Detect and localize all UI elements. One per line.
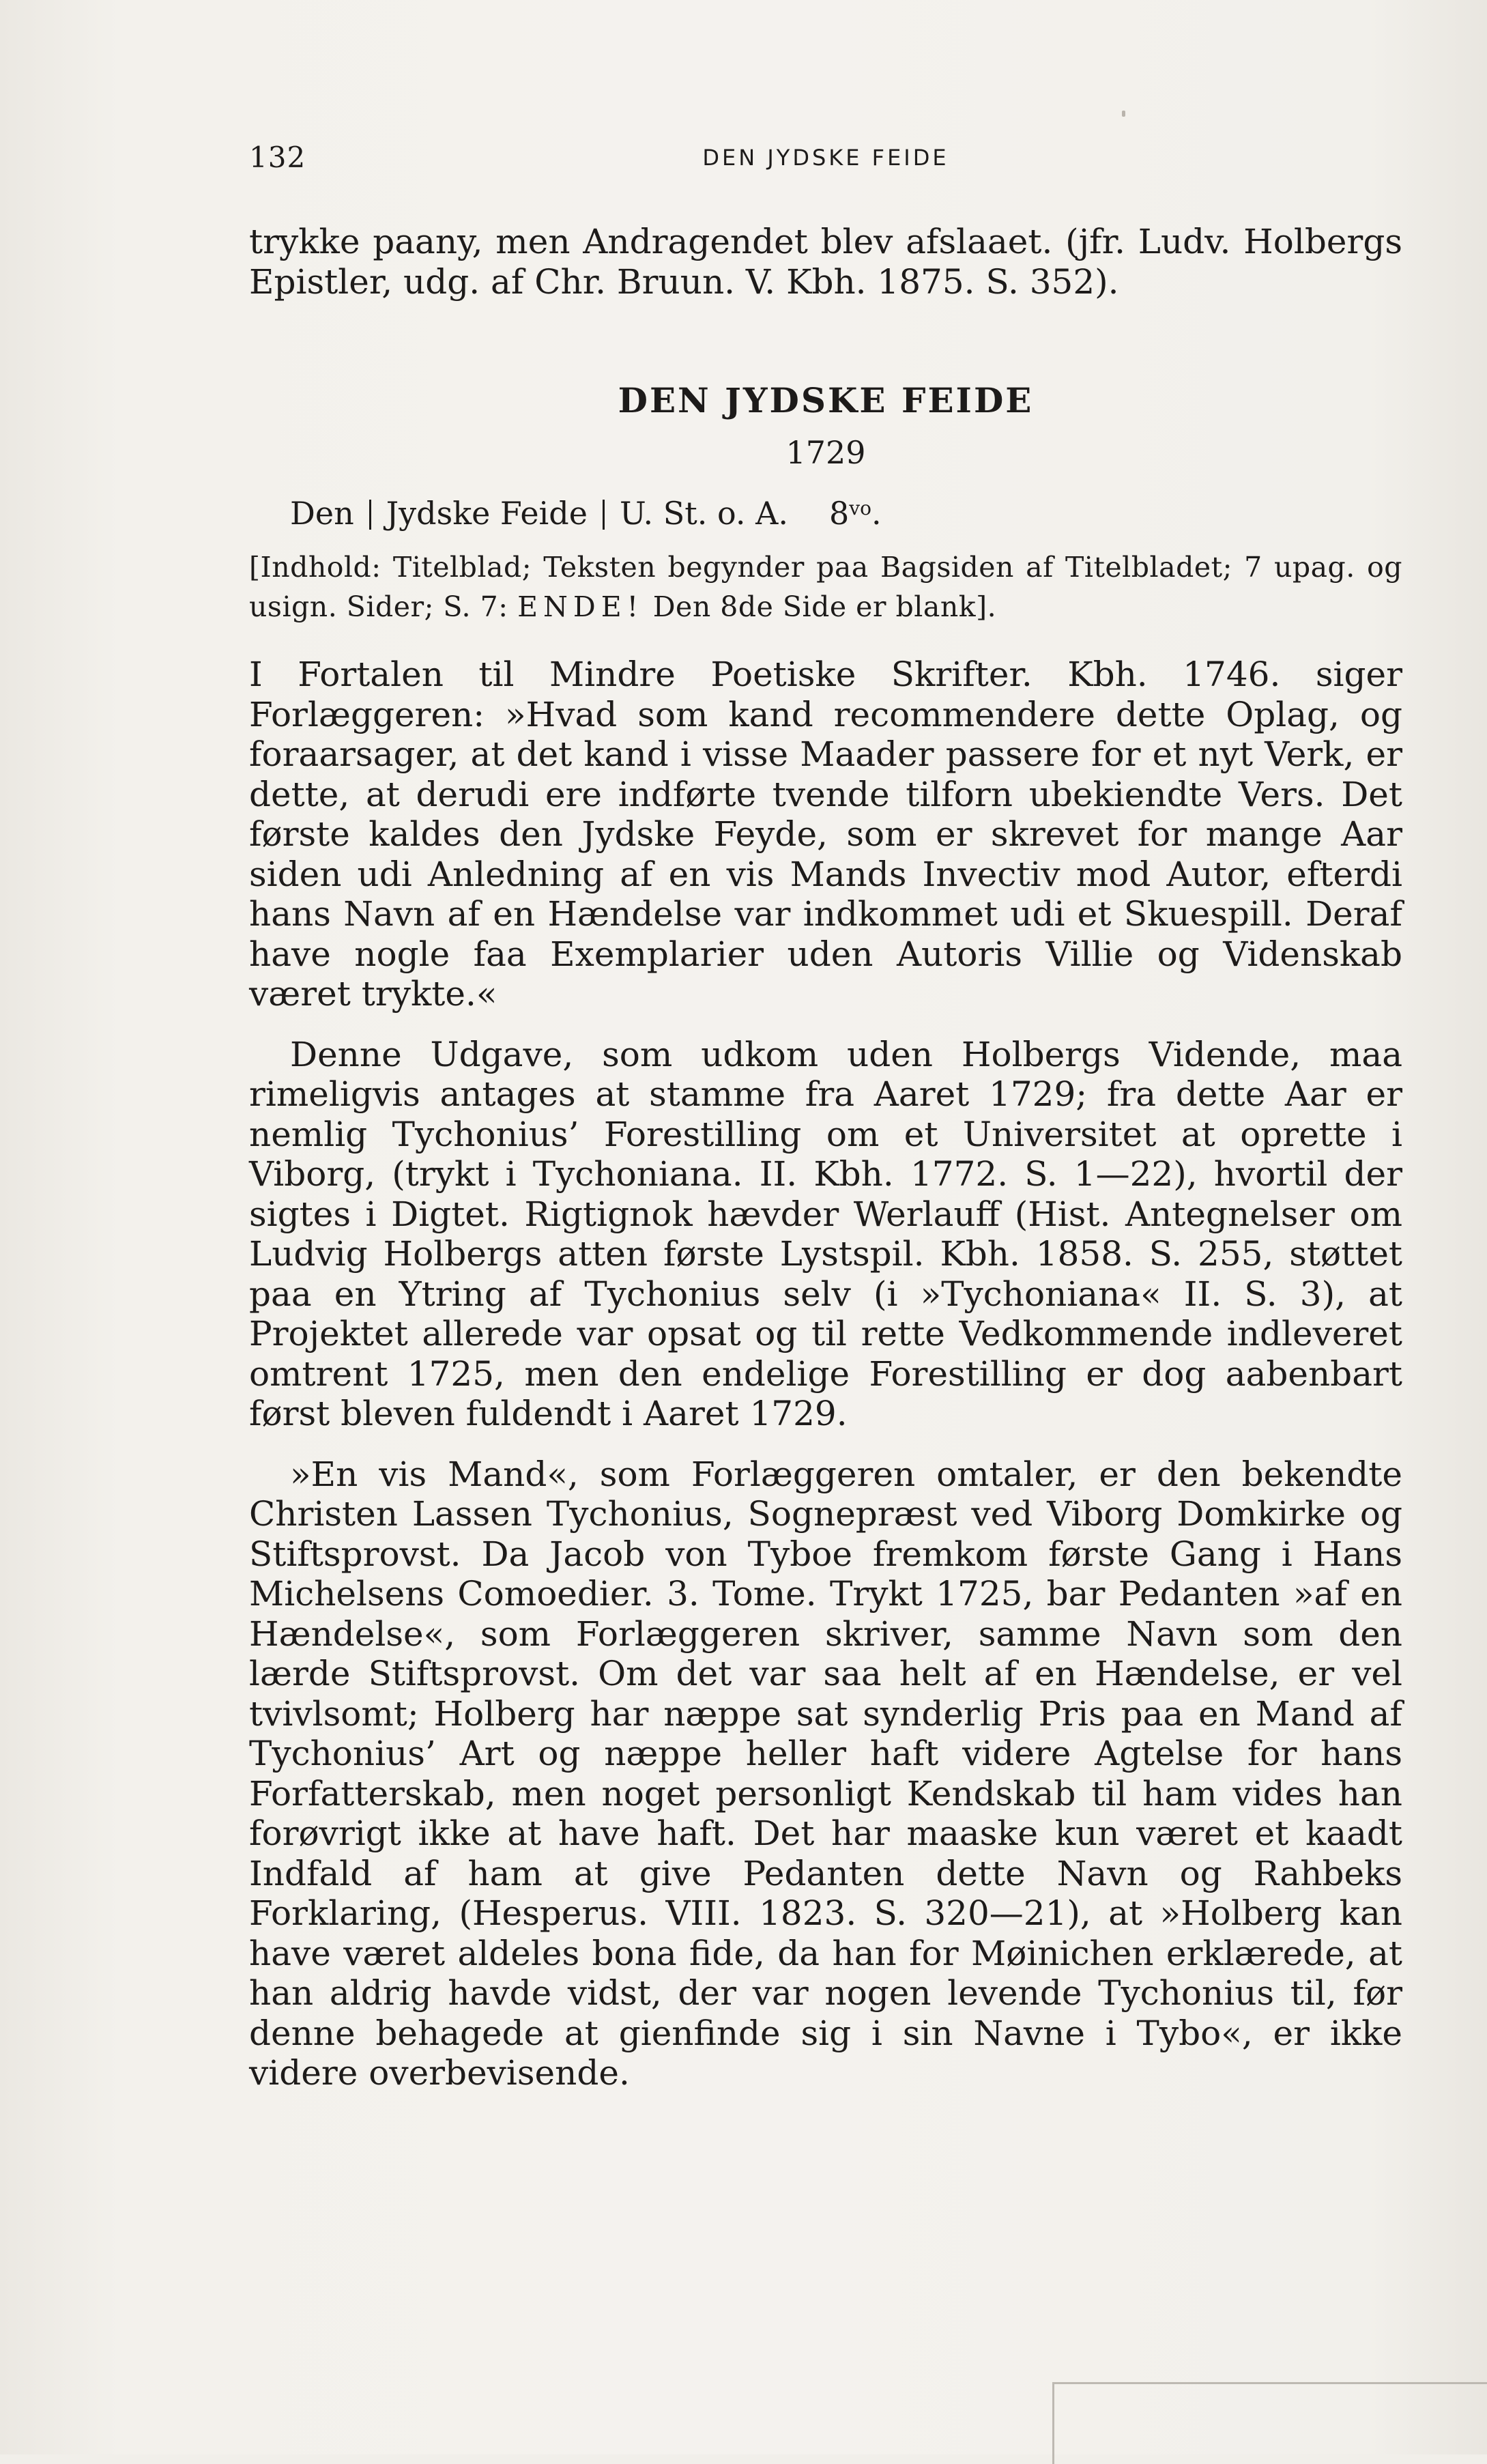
biblio-format-end: . xyxy=(871,495,882,532)
biblio-format-sup: vo xyxy=(849,497,871,519)
text-block xyxy=(249,222,1402,2093)
section-title: DEN JYDSKE FEIDE xyxy=(618,380,1034,420)
bibliographic-title xyxy=(249,488,1402,534)
running-head xyxy=(249,141,1402,182)
paragraph-3: »En vis Mand«, som Forlæggeren omtaler, er den bekendte Christen Lassen Tychonius, Sognepræst ved Viborg Domkirke og Stiftsprovst. Da Jacob von Tyboe fremkom første Gang i Hans Michelsens Comoedier. 3. Tome. Trykt 1725, bar Pedanten »af en Hændelse«, som Forlæggeren skriver, samme Navn som den lærde Stiftsprovst. Om det var saa helt af en Hændelse, er vel tvivlsomt; Holberg har næppe sat synderlig Pris paa en Mand af Tychonius’ Art og næppe heller haft videre Agtelse for hans Forfatterskab, men noget personligt Kendskab til ham vides han forøvrigt ikke at have haft. Det har maaske kun været et kaadt Indfald af ham at give Pedanten dette Navn og Rahbeks Forklaring, (Hesperus. VIII. 1823. S. 320—21), at »Holberg kan have været aldeles bona fide, da han for Møinichen erklærede, at han aldrig havde vidst, der var nogen levende Tychonius til, før denne behagede at gienfinde sig i sin Navne i Tybo«, er ikke videre overbevisende. xyxy=(249,1454,1402,2093)
paper-speck xyxy=(1122,111,1125,117)
intro-paragraph: trykke paany, men Andragendet blev afslaaet. (jfr. Ludv. Holbergs Epistler, udg. af Chr. Bruun. V. Kbh. 1875. S. 352). xyxy=(249,222,1402,302)
biblio-part-3: U. St. o. A. xyxy=(619,495,788,532)
biblio-part-1: Den xyxy=(290,495,354,532)
scan-frame-edge xyxy=(1052,2382,1487,2464)
biblio-part-2: Jydske Feide xyxy=(386,495,588,532)
running-title: DEN JYDSKE FEIDE xyxy=(702,145,949,171)
biblio-format: 8 xyxy=(828,495,850,532)
paragraph-2: Denne Udgave, som udkom uden Holbergs Vidende, maa rimeligvis antages at stamme fra Aaret 1729; fra dette Aar er nemlig Tychonius’ Forestilling om et Universitet at oprette i Viborg, (trykt i Tychoniana. II. Kbh. 1772. S. 1—22), hvortil der sigtes i Digtet. Rigtignok hævder Werlauff (Hist. Antegnelser om Ludvig Holbergs atten første Lystspil. Kbh. 1858. S. 255, støttet paa en Ytring af Tychonius selv (i »Tychoniana« II. S. 3), at Projektet allerede var opsat og til rette Vedkommende indleveret omtrent 1725, men den endelige Forestilling er dog aabenbart først bleven fuldendt i Aaret 1729. xyxy=(249,1034,1402,1433)
contents-before: [Indhold: Titelblad; Teksten begynder paa Bagsiden af Titelbladet; 7 upag. og usign. Sider; S. 7: xyxy=(249,551,1402,623)
contents-ende: ENDE! xyxy=(517,590,644,623)
line-break-bar xyxy=(603,500,605,530)
contents-after: Den 8de Side er blank]. xyxy=(644,590,997,623)
section-heading xyxy=(249,380,1402,473)
section-year: 1729 xyxy=(785,434,866,471)
contents-note xyxy=(249,547,1402,627)
paragraph-1: I Fortalen til Mindre Poetiske Skrifter. Kbh. 1746. siger Forlæggeren: »Hvad som kand recommendere dette Oplag, og foraarsager, at det kand i visse Maader passere for et nyt Verk, er dette, at derudi ere indførte tvende tilforn ubekiendte Vers. Det første kaldes den Jydske Feyde, som er skrevet for mange Aar siden udi Anledning af en vis Mands Invectiv mod Autor, efterdi hans Navn af en Hændelse var indkommet udi et Skuespill. Deraf have nogle faa Exemplarier uden Autoris Villie og Videnskab været trykte.« xyxy=(249,655,1402,1014)
page-number: 132 xyxy=(249,141,306,174)
line-break-bar xyxy=(369,500,371,530)
